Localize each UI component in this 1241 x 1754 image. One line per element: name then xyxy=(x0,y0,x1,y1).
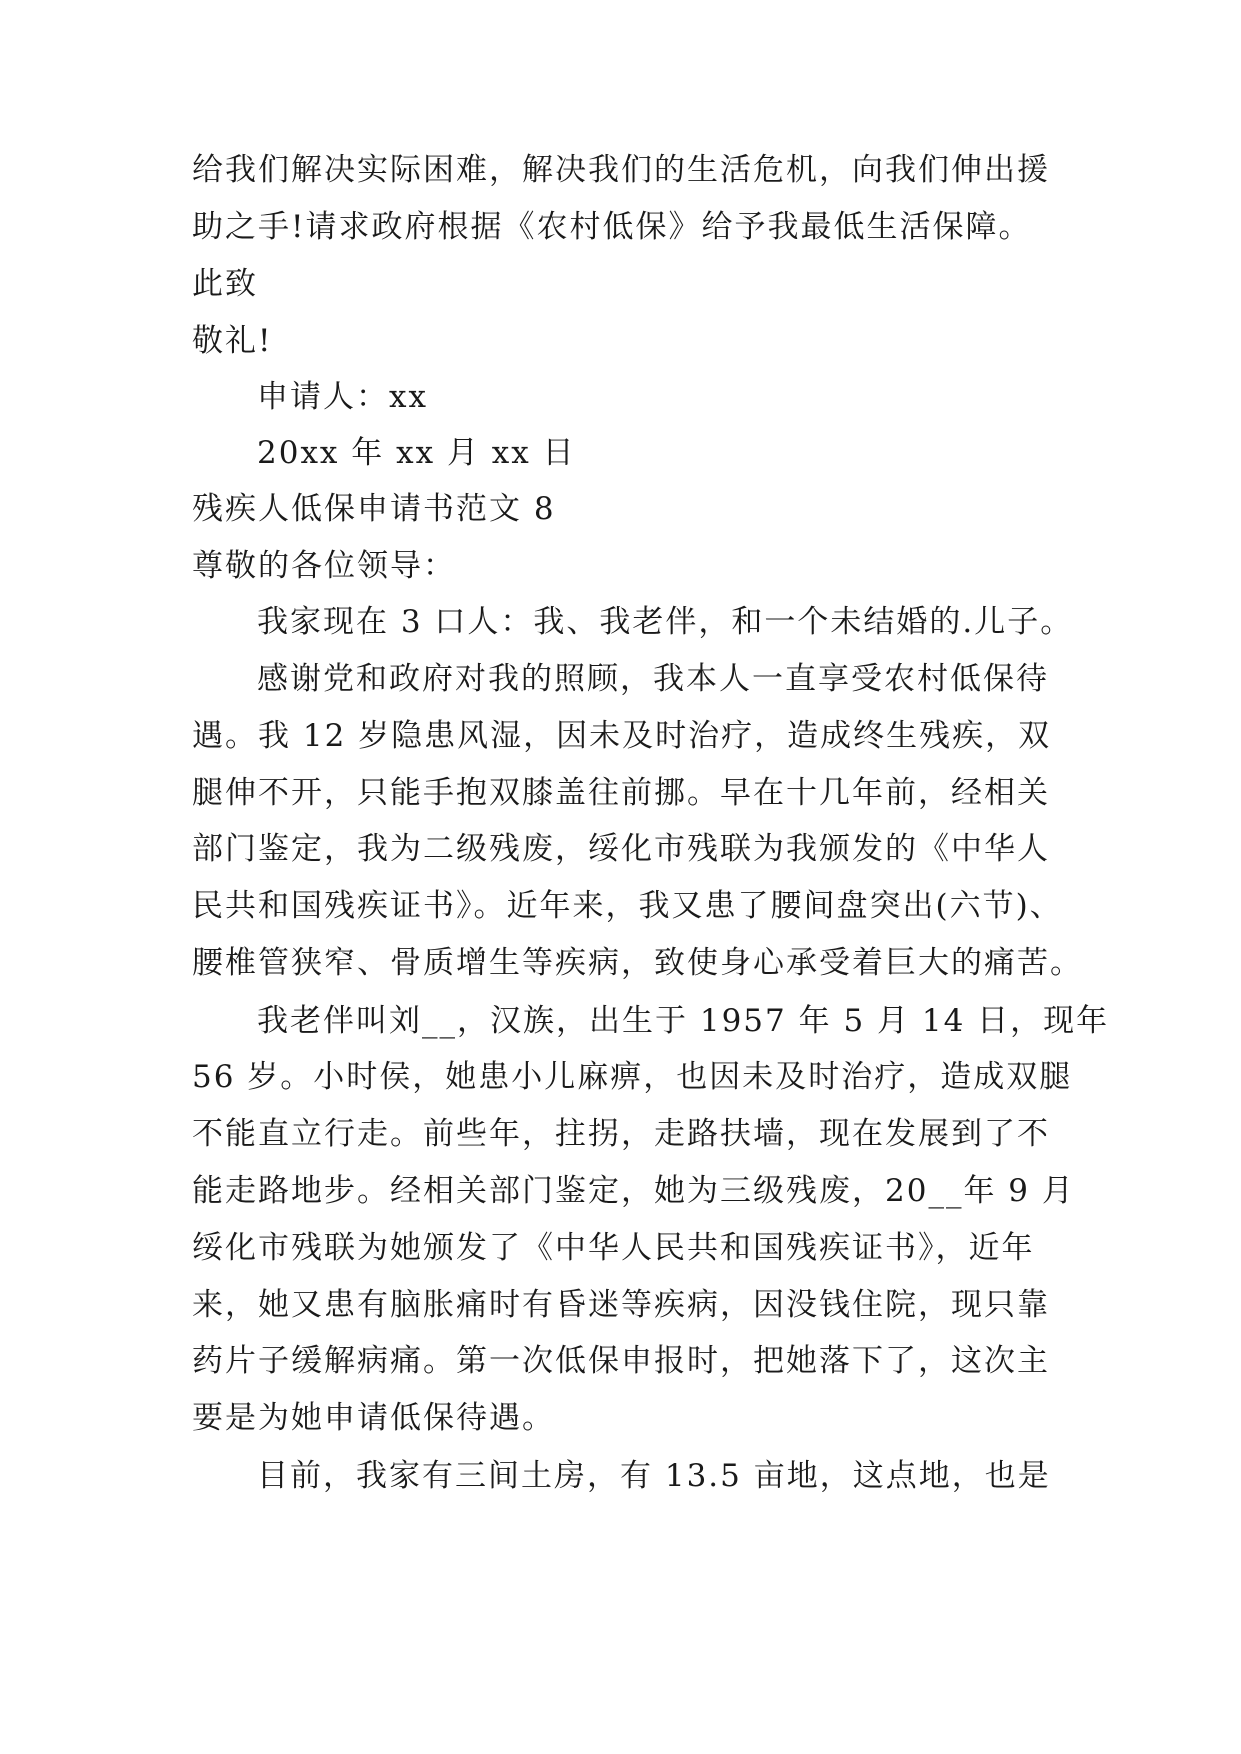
date-line: 20xx 年 xx 月 xx 日 xyxy=(257,435,576,471)
text-line: 来，她又患有脑胀痛时有昏迷等疾病，因没钱住院，现只靠 xyxy=(192,1287,1050,1323)
text-line: 给我们解决实际困难，解决我们的生活危机，向我们伸出援 xyxy=(192,152,1050,188)
text-line: 56 岁。小时侯，她患小儿麻痹，也因未及时治疗，造成双腿 xyxy=(192,1059,1073,1095)
text-line: 我老伴叫刘__，汉族，出生于 1957 年 5 月 14 日，现年 xyxy=(257,1003,1110,1039)
text-line: 要是为她申请低保待遇。 xyxy=(192,1400,555,1436)
text-line: 绥化市残联为她颁发了《中华人民共和国残疾证书》，近年 xyxy=(192,1230,1035,1266)
text-line: 目前，我家有三间土房，有 13.5 亩地，这点地，也是 xyxy=(257,1458,1051,1494)
applicant-line: 申请人：xx xyxy=(257,379,428,415)
section-title: 残疾人低保申请书范文 8 xyxy=(192,491,556,527)
text-line: 民共和国残疾证书》。近年来，我又患了腰间盘突出(六节)、 xyxy=(192,888,1063,924)
text-line: 腰椎管狭窄、骨质增生等疾病，致使身心承受着巨大的痛苦。 xyxy=(192,945,1083,981)
greeting: 尊敬的各位领导： xyxy=(192,548,456,584)
text-line: 部门鉴定，我为二级残废，绥化市残联为我颁发的《中华人 xyxy=(192,831,1050,867)
closing-salutation: 此致 xyxy=(192,266,258,302)
closing-regards: 敬礼! xyxy=(192,323,273,359)
text-line: 遇。我 12 岁隐患风湿，因未及时治疗，造成终生残疾，双 xyxy=(192,718,1052,754)
text-line: 能走路地步。经相关部门鉴定，她为三级残废，20__年 9 月 xyxy=(192,1173,1075,1209)
text-line: 感谢党和政府对我的照顾，我本人一直享受农村低保待 xyxy=(257,661,1049,697)
text-line: 药片子缓解病痛。第一次低保申报时，把她落下了，这次主 xyxy=(192,1343,1050,1379)
text-line: 我家现在 3 口人：我、我老伴，和一个未结婚的.儿子。 xyxy=(257,604,1074,640)
text-line: 腿伸不开，只能手抱双膝盖往前挪。早在十几年前，经相关 xyxy=(192,775,1050,811)
text-line: 助之手!请求政府根据《农村低保》给予我最低生活保障。 xyxy=(192,209,1032,245)
text-line: 不能直立行走。前些年，拄拐，走路扶墙，现在发展到了不 xyxy=(192,1116,1050,1152)
